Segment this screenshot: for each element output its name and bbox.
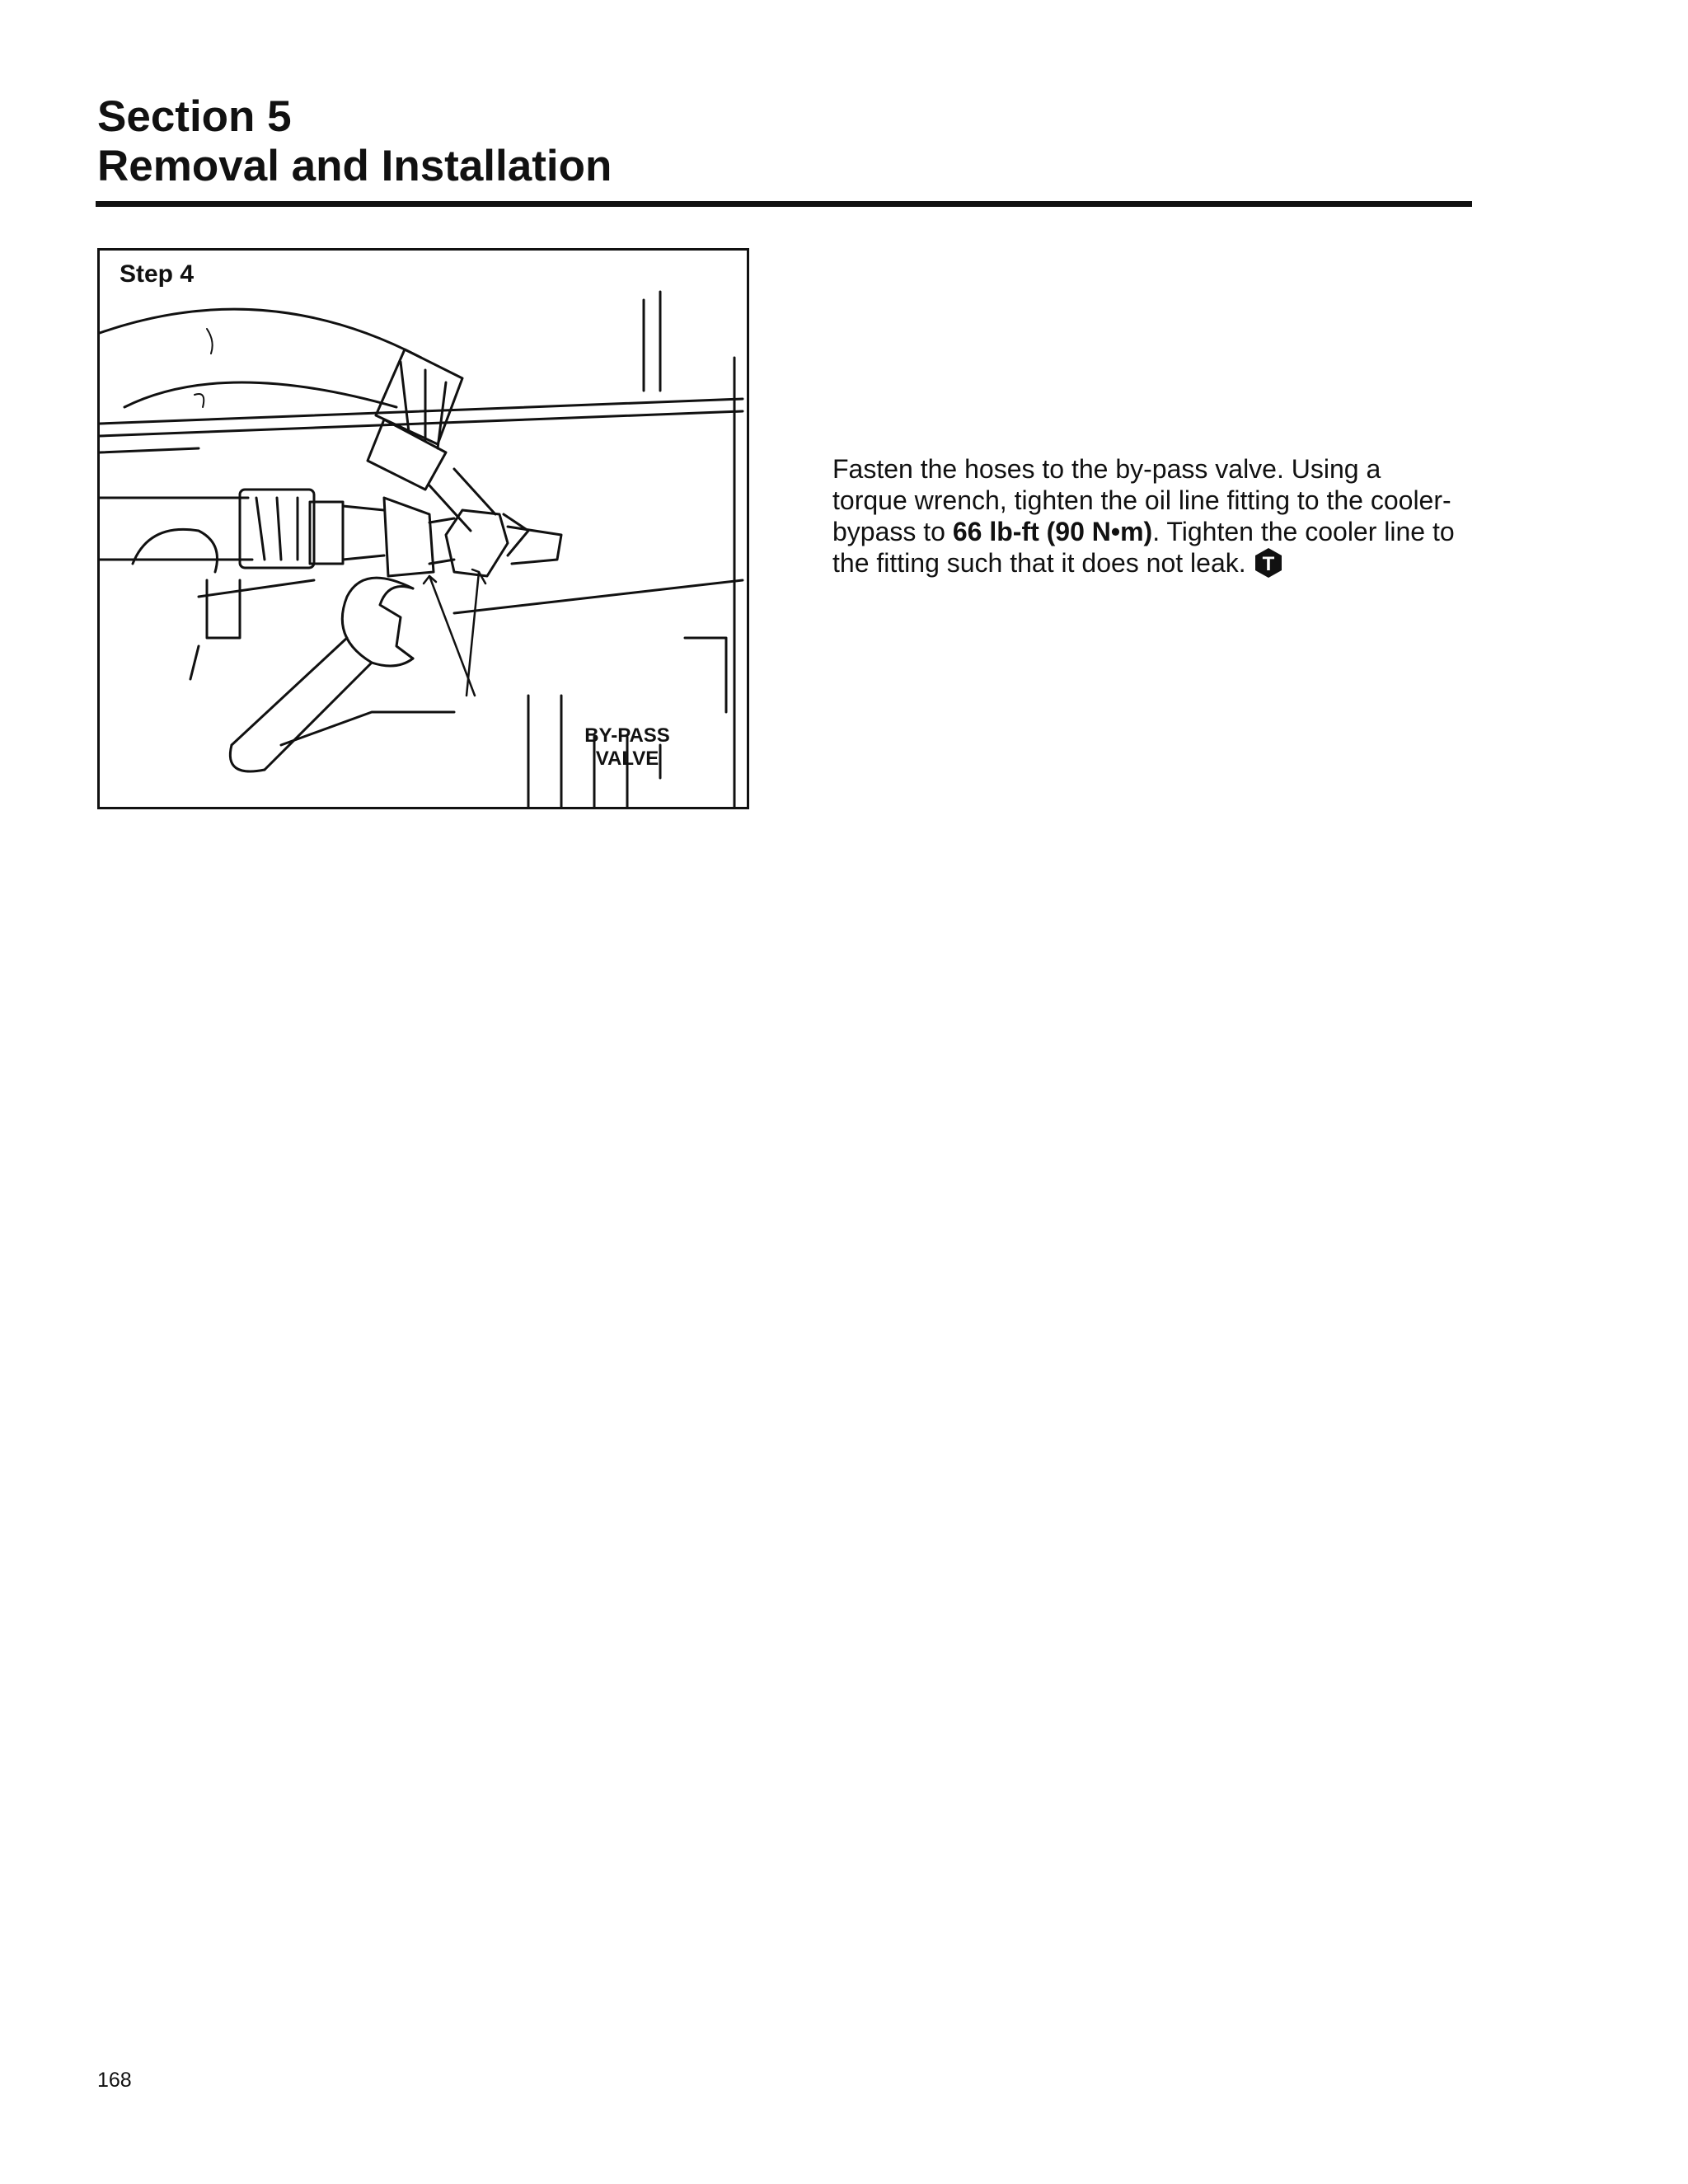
- section-heading: [97, 92, 612, 191]
- torque-icon-letter: T: [1262, 553, 1274, 575]
- bypass-valve-illustration: [100, 251, 747, 807]
- torque-spec: 66 lb-ft (90 N•m): [952, 517, 1153, 546]
- torque-icon: [1253, 547, 1284, 585]
- bypass-valve-callout: [545, 724, 710, 771]
- header-rule: [96, 201, 1472, 207]
- instruction-text-before: Fasten the hoses to the by-pass valve. Using a torque wrench, tighten the oil line fitting to the cooler-bypass to: [832, 454, 1451, 546]
- callout-line-2: VALVE: [595, 748, 659, 770]
- callout-line-1: BY-PASS: [584, 724, 670, 747]
- instruction-text-after: . Tighten the cooler line to the fitting such that it does not leak.: [832, 517, 1455, 578]
- step-label: Step 4: [116, 260, 197, 288]
- step-figure: [97, 248, 749, 809]
- section-title: Removal and Installation: [97, 142, 612, 190]
- section-number: Section 5: [97, 92, 292, 141]
- page-number: 168: [97, 2069, 132, 2092]
- instruction-paragraph: [832, 453, 1459, 585]
